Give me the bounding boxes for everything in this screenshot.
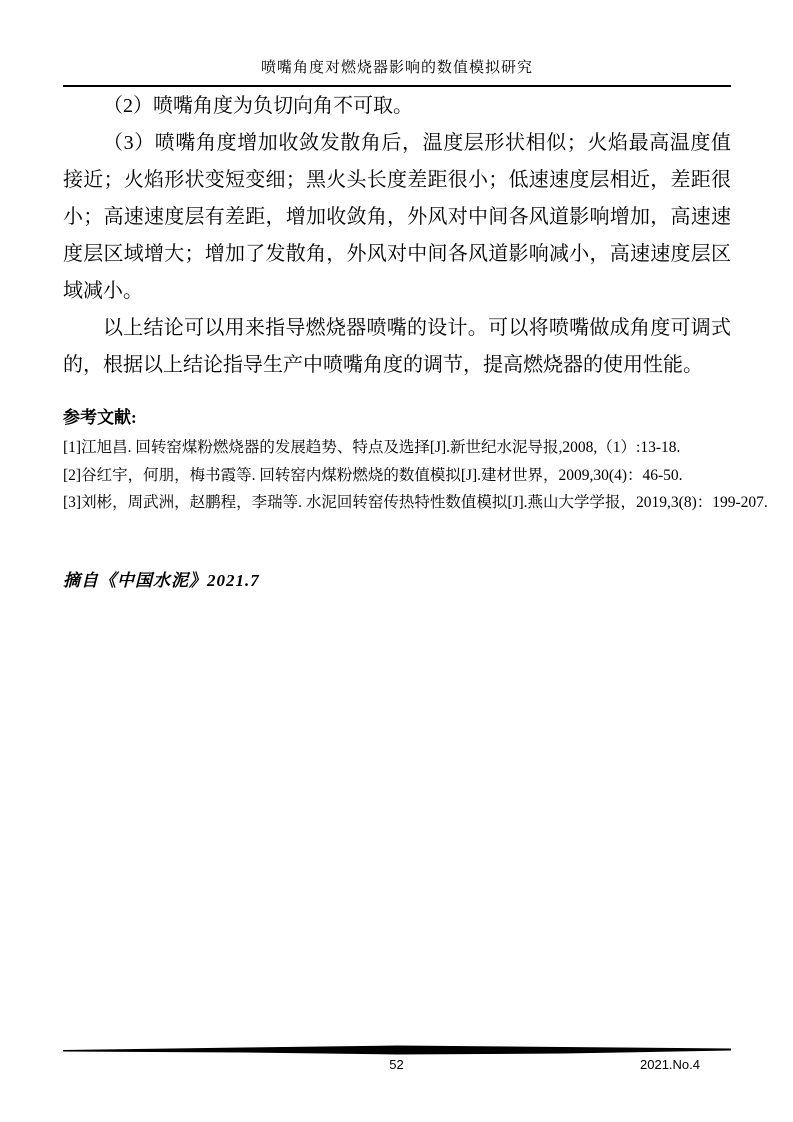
footer-page-number: 52 [389, 1057, 404, 1072]
footer [0, 1057, 793, 1077]
footer-issue-label: 2021.No.4 [640, 1057, 700, 1072]
header-rule [63, 85, 731, 87]
footer-divider [63, 1045, 731, 1056]
body-text [63, 88, 731, 384]
reference-item: [1]江旭昌. 回转窑煤粉燃烧器的发展趋势、特点及选择[J].新世纪水泥导报,2008,（1）:13-18. [63, 439, 681, 456]
references-heading: 参考文献: [63, 408, 137, 427]
reference-item: [3]刘彬，周武洲，赵鹏程，李瑞等. 水泥回转窑传热特性数值模拟[J].燕山大学学报，2019,3(8)：199-207. [63, 494, 768, 511]
conclusion-paragraph-2: （2）喷嘴角度为负切向角不可取。 [103, 95, 413, 117]
source-note: 摘自《中国水泥》2021.7 [63, 571, 260, 590]
page-header-title: 喷嘴角度对燃烧器影响的数值模拟研究 [260, 60, 533, 76]
closing-paragraph: 以上结论可以用来指导燃烧器喷嘴的设计。可以将喷嘴做成角度可调式的，根据以上结论指导生产中喷嘴角度的调节，提高燃烧器的使用性能。 [63, 317, 731, 376]
conclusion-paragraph-3: （3）喷嘴角度增加收敛发散角后，温度层形状相似；火焰最高温度值接近；火焰形状变短变细；黑火头长度差距很小；低速速度层相近，差距很小；高速速度层有差距，增加收敛角，外风对中间各风道影响增加，高速速度层区域增大；增加了发散角，外风对中间各风道影响减小，高速速度层区域减小。 [63, 132, 731, 302]
references-section [63, 403, 768, 517]
reference-item: [2]谷红宇，何朋，梅书霞等. 回转窑内煤粉燃烧的数值模拟[J].建材世界，2009,30(4)：46-50. [63, 466, 683, 484]
